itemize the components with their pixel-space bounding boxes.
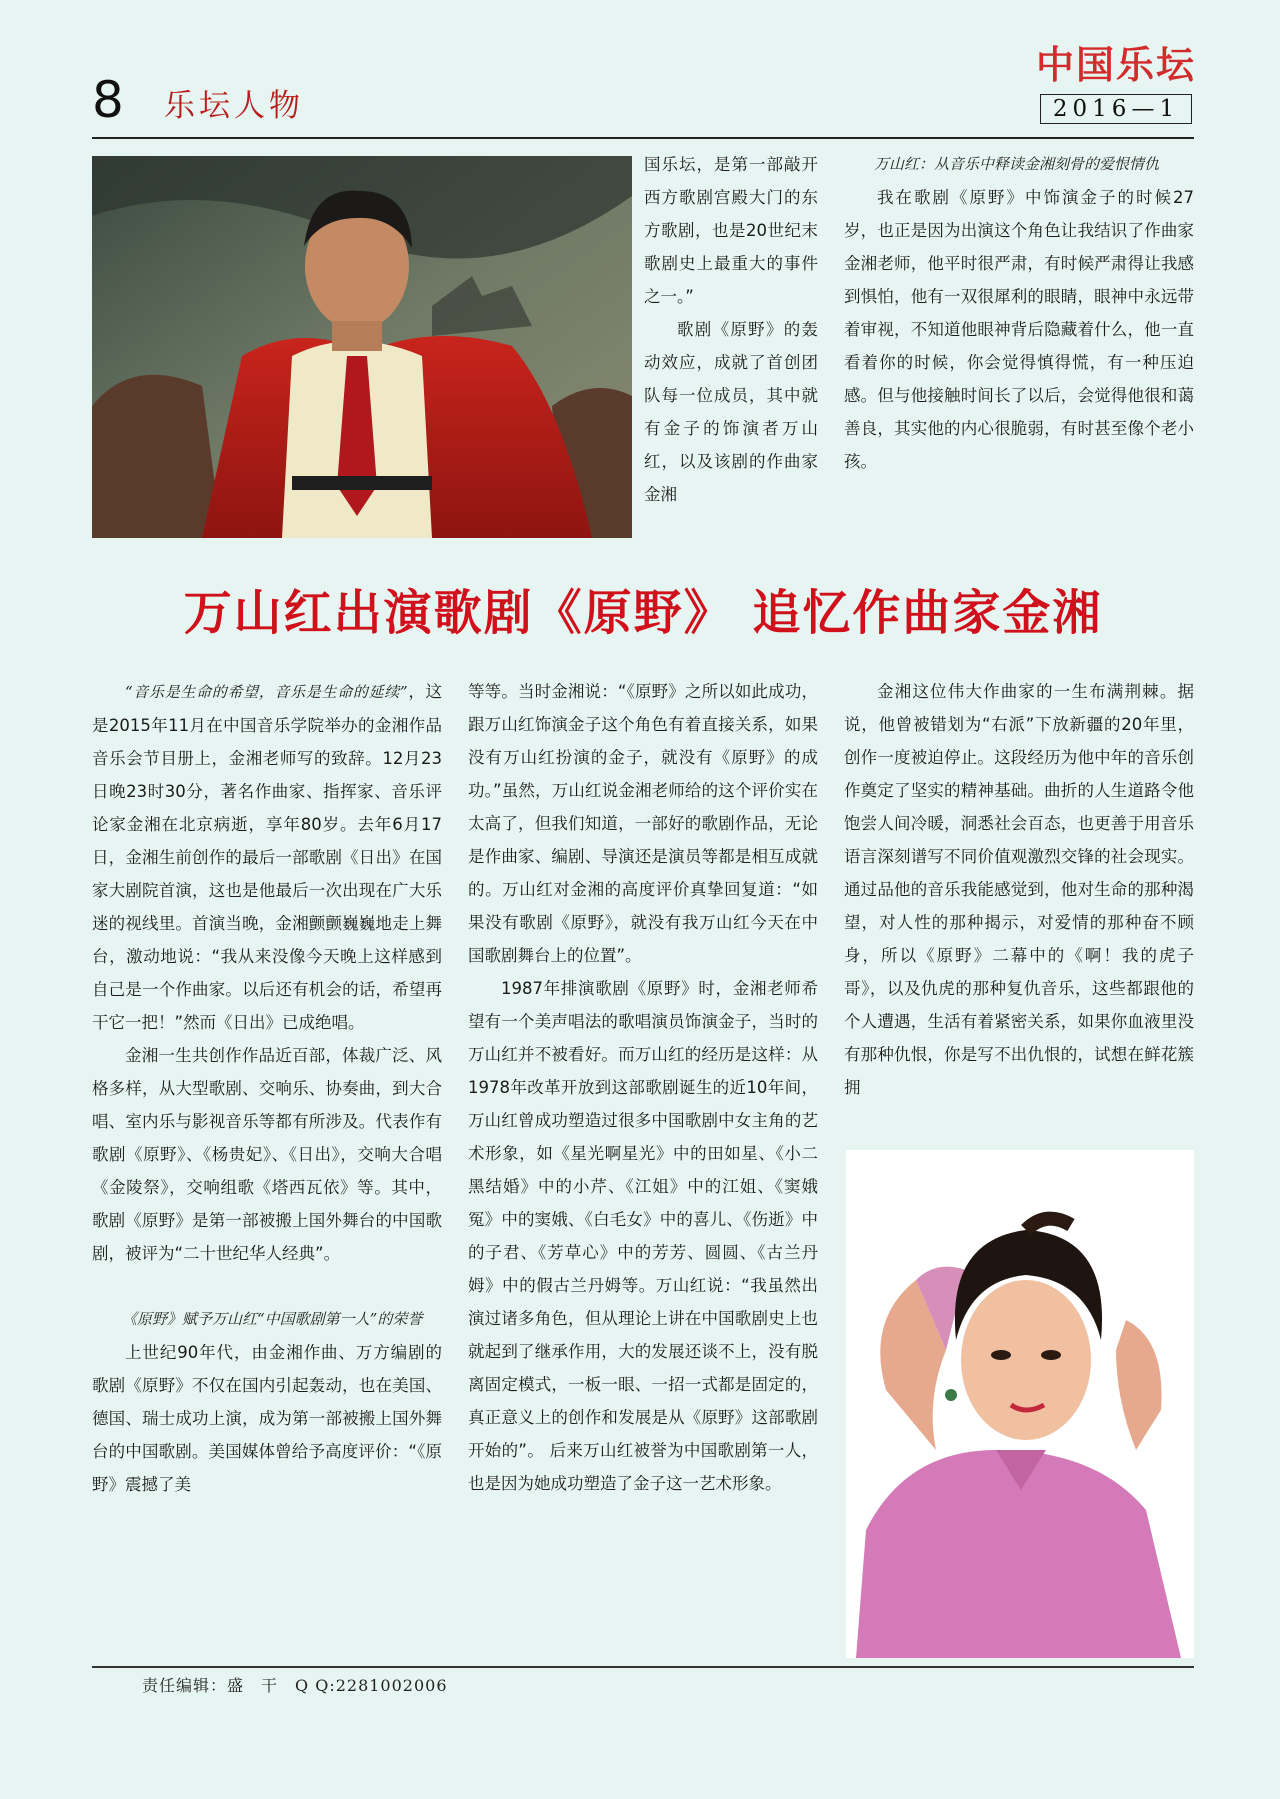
top-right-column	[844, 148, 1194, 478]
paragraph: 等等。当时金湘说：“《原野》之所以如此成功，跟万山红饰演金子这个角色有着直接关系，如果没有万山红扮演的金子，就没有《原野》的成功。”虽然，万山红说金湘老师给的这个评价实在太高了，但我们知道，一部好的歌剧作品，无论是作曲家、编剧、导演还是演员等都是相互成就的。万山红对金湘的高度评价真挚回复道：“如果没有歌剧《原野》，就没有我万山红今天在中国歌剧舞台上的位置”。	[468, 682, 818, 965]
body-column-1	[92, 675, 442, 1501]
paragraph: 金湘一生共创作作品近百部，体裁广泛、风格多样，从大型歌剧、交响乐、协奏曲，到大合唱、室内乐与影视音乐等都有所涉及。代表作有歌剧《原野》、《杨贵妃》、《日出》，交响大合唱《金陵祭》，交响组歌《塔西瓦依》等。其中，歌剧《原野》是第一部被搬上国外舞台的中国歌剧，被评为“二十世纪华人经典”。	[92, 1046, 442, 1263]
portrait-photo-woman	[846, 1150, 1194, 1658]
issue-number: 2016—1	[1040, 94, 1192, 124]
paragraph: 上世纪90年代，由金湘作曲、万方编剧的歌剧《原野》不仅在国内引起轰动，也在美国、德国、瑞士成功上演，成为第一部被搬上国外舞台的中国歌剧。美国媒体曾给予高度评价：“《原野》震撼了美	[92, 1343, 442, 1494]
article-headline: 万山红出演歌剧《原野》 追忆作曲家金湘	[183, 585, 1103, 641]
masthead	[1036, 40, 1196, 124]
paragraph: 国乐坛，是第一部敲开西方歌剧宫殿大门的东方歌剧，也是20世纪末歌剧史上最重大的事件之一。”	[644, 155, 818, 306]
page-number: 8	[92, 71, 124, 129]
footer-rule	[92, 1666, 1194, 1668]
body-column-3	[844, 675, 1194, 1104]
portrait-photo-man	[92, 156, 632, 538]
paragraph: 1987年排演歌剧《原野》时，金湘老师希望有一个美声唱法的歌唱演员饰演金子，当时的万山红并不被看好。而万山红的经历是这样：从1978年改革开放到这部歌剧诞生的近10年间，万山红曾成功塑造过很多中国歌剧中女主角的艺术形象，如《星光啊星光》中的田如星、《小二黑结婚》中的小芹、《江姐》中的江姐、《窦娥冤》中的窦娥、《白毛女》中的喜儿、《伤逝》中的子君、《芳草心》中的芳芳、圆圆、《古兰丹姆》中的假古兰丹姆等。万山红说：“我虽然出演过诸多角色，但从理论上讲在中国歌剧史上也就起到了继承作用，大的发展还谈不上，没有脱离固定模式，一板一眼、一招一式都是固定的，真正意义上的创作和发展是从《原野》这部歌剧开始的”。 后来万山红被誉为中国歌剧第一人，也是因为她成功塑造了金子这一艺术形象。	[468, 979, 818, 1493]
masthead-logo: 中国乐坛	[1036, 42, 1197, 87]
editor-credit: 责任编辑：盛 干 Q Q:2281002006	[142, 1676, 448, 1695]
paragraph	[92, 675, 442, 1039]
subheading: 万山红：从音乐中释读金湘刻骨的爱恨情仇	[874, 155, 1160, 173]
paragraph: 金湘这位伟大作曲家的一生布满荆棘。据说，他曾被错划为“右派”下放新疆的20年里，创作一度被迫停止。这段经历为他中年的音乐创作奠定了坚实的精神基础。曲折的人生道路令他饱尝人间冷暖，洞悉社会百态，也更善于用音乐语言深刻谱写不同价值观激烈交锋的社会现实。通过品他的音乐我能感觉到，他对生命的那种渴望，对人性的那种揭示，对爱情的那种奋不顾身，所以《原野》二幕中的《啊！我的虎子哥》，以及仇虎的那种复仇音乐，这些都跟他的个人遭遇，生活有着紧密关系，如果你血液里没有那种仇恨，你是写不出仇恨的，试想在鲜花簇拥	[844, 682, 1194, 1097]
paragraph: 歌剧《原野》的轰动效应，成就了首创团队每一位成员，其中就有金子的饰演者万山红，以及该剧的作曲家金湘	[644, 320, 818, 504]
top-middle-column	[644, 148, 818, 511]
header-rule	[92, 137, 1194, 139]
section-title: 乐坛人物	[164, 88, 304, 124]
paragraph-text: ，这是2015年11月在中国音乐学院举办的金湘作品音乐会节目册上，金湘老师写的致辞。12月23日晚23时30分，著名作曲家、指挥家、音乐评论家金湘在北京病逝，享年80岁。去年6月17日，金湘生前创作的最后一部歌剧《日出》在国家大剧院首演，这也是他最后一次出现在广大乐迷的视线里。首演当晚，金湘颤颤巍巍地走上舞台，激动地说：“我从来没像今天晚上这样感到自己是一个作曲家。以后还有机会的话，希望再干它一把！”然而《日出》已成绝唱。	[92, 682, 443, 1032]
opening-quote: “音乐是生命的希望，音乐是生命的延续”	[125, 683, 408, 701]
body-column-2	[468, 675, 818, 1500]
subheading: 《原野》赋予万山红“中国歌剧第一人”的荣誉	[122, 1310, 423, 1328]
paragraph: 我在歌剧《原野》中饰演金子的时候27岁，也正是因为出演这个角色让我结识了作曲家金湘老师，他平时很严肃，有时候严肃得让我感到惧怕，他有一双很犀利的眼睛，眼神中永远带着审视，不知道他眼神背后隐藏着什么，他一直看着你的时候，你会觉得慎得慌，有一种压迫感。但与他接触时间长了以后，会觉得他很和蔼善良，其实他的内心很脆弱，有时甚至像个老小孩。	[844, 188, 1194, 471]
